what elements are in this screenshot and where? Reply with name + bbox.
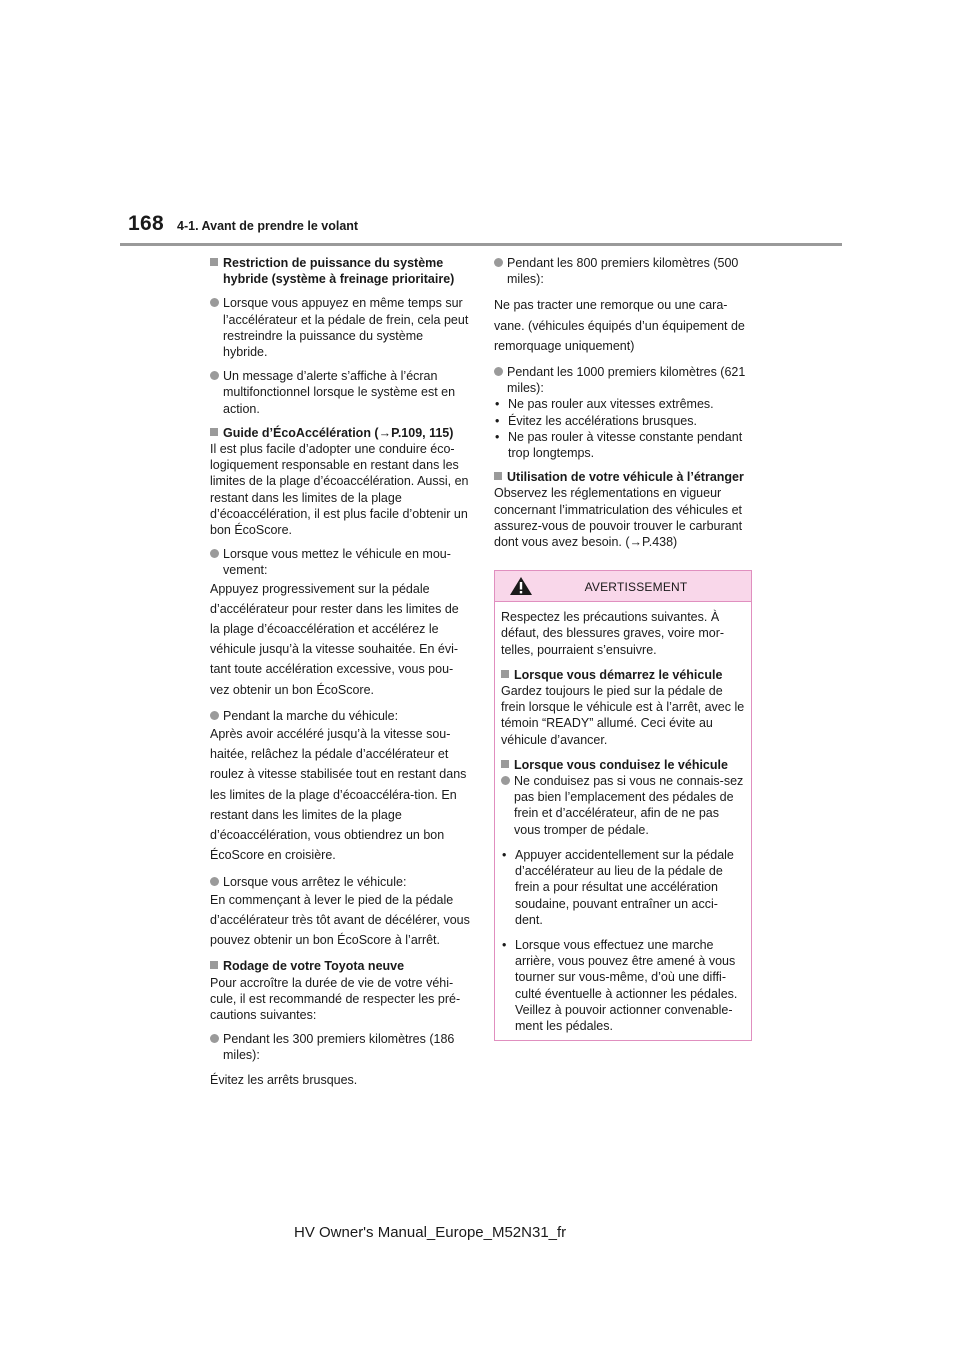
circle-bullet-icon [210, 371, 219, 380]
eco-bullet-1-text: Appuyez progressivement sur la pédale d’accélérateur pour rester dans les limites de la plage d’écoaccélération et accélérez le véhicule jusqu’à la vitesse souhaitée. En évi-tant toute accélération excessive, vous pou-vez obtenir un bon ÉcoScore. [210, 581, 459, 697]
b800-bullet: Pendant les 800 premiers kilomètres (500 miles): [494, 255, 752, 287]
eco-bullet-1: Lorsque vous mettez le véhicule en mou-vement: [210, 546, 470, 578]
eco-bullet-2: Pendant la marche du véhicule: [210, 708, 470, 724]
warning-intro: Respectez les précautions suivantes. À défaut, des blessures graves, voire mor-telles, pourraient s’ensuivre. [501, 610, 725, 657]
square-bullet-icon [501, 760, 509, 768]
page-number: 168 [128, 212, 164, 235]
eco-bullet-2-text: Après avoir accéléré jusqu’à la vitesse sou-haitée, relâchez la pédale d’accélérateur et roulez à vitesse stabilisée tout en restant dans les limites de la plage d’écoaccéléra-tion. En restant dans les limites de la plage d’écoaccélération, vous obtiendrez un bon ÉcoScore en croisière. [210, 727, 467, 863]
warning-body [495, 602, 751, 1040]
warning-heading-2-bullet: Ne conduisez pas si vous ne connais-sez pas bien l’emplacement des pédales de frein et d’accélérateur, afin de ne pas vous tromper de pédale. [501, 773, 745, 838]
rodage-heading: Rodage de votre Toyota neuve [210, 958, 470, 974]
circle-bullet-icon [494, 367, 503, 376]
warning-title: AVERTISSEMENT [584, 580, 688, 595]
eco-bullet-3-text: En commençant à lever le pied de la pédale d’accélérateur très tôt avant de décélérer, vous pouvez obtenir un bon ÉcoScore à l’arrêt. [210, 892, 470, 948]
warning-box [494, 570, 752, 1041]
rodage-text: Pour accroître la durée de vie de votre véhi-cule, il est recommandé de respecter les pré-cautions suivantes: [210, 975, 461, 1022]
b1000-item-3: • Ne pas rouler à vitesse constante pendant trop longtemps. [495, 429, 743, 461]
restriction-bullet-1: Lorsque vous appuyez en même temps sur l’accélérateur et la pédale de frein, cela peut restreindre la puissance du système hybride. [210, 295, 470, 360]
warning-header [495, 571, 751, 602]
warning-heading-1-text: Gardez toujours le pied sur la pédale de frein lorsque le véhicule est à l’arrêt, avec le témoin “READY” allumé. Ceci évite au véhicule d’avancer. [501, 684, 745, 747]
circle-bullet-icon [494, 258, 503, 267]
square-bullet-icon [210, 961, 218, 969]
square-bullet-icon [210, 428, 218, 436]
eco-bullet-3: Lorsque vous arrêtez le véhicule: [210, 874, 470, 890]
section-title: 4-1. Avant de prendre le volant [177, 219, 359, 233]
restriction-bullet-2: Un message d’alerte s’affiche à l’écran multifonctionnel lorsque le système est en action. [210, 368, 470, 417]
warning-triangle-icon [509, 576, 533, 596]
warning-item-2: • Lorsque vous effectuez une marche arrière, vous pouvez être amené à vous tourner sur vous-même, d’où une diffi-culté éventuelle à actionner les pédales. Veillez à pouvoir actionner convenable-ment les pédales. [502, 937, 738, 1033]
right-column [494, 255, 752, 1041]
b1000-item-2: • Évitez les accélérations brusques. [495, 413, 697, 428]
etranger-text: Observez les réglementations en vigueur concernant l’immatriculation des véhicules et assurez-vous de pouvoir trouver le carburant dont vous avez besoin. (→P.438) [494, 486, 743, 550]
b800-text: Ne pas tracter une remorque ou une cara-vane. (véhicules équipés d’un équipement de remorquage uniquement) [494, 298, 745, 353]
b1000-item-1: • Ne pas rouler aux vitesses extrêmes. [495, 397, 714, 412]
etranger-heading: Utilisation de votre véhicule à l’étranger [494, 469, 752, 485]
square-bullet-icon [494, 472, 502, 480]
b1000-bullet: Pendant les 1000 premiers kilomètres (621 miles): [494, 364, 752, 396]
warning-item-1: • Appuyer accidentellement sur la pédale d’accélérateur au lieu de la pédale de frein a pour résultat une accélération soudaine, pouvant entraîner un acci-dent. [502, 847, 734, 927]
circle-bullet-icon [210, 1034, 219, 1043]
square-bullet-icon [501, 670, 509, 678]
rodage-bullet-1-text: Évitez les arrêts brusques. [210, 1072, 358, 1087]
circle-bullet-icon [210, 549, 219, 558]
rodage-bullet-1: Pendant les 300 premiers kilomètres (186 miles): [210, 1031, 470, 1063]
circle-bullet-icon [210, 877, 219, 886]
header-rule [120, 243, 842, 246]
circle-bullet-icon [210, 298, 219, 307]
footer-text: HV Owner's Manual_Europe_M52N31_fr [294, 1224, 567, 1241]
warning-heading-2: Lorsque vous conduisez le véhicule [501, 757, 745, 773]
circle-bullet-icon [501, 776, 510, 785]
circle-bullet-icon [210, 711, 219, 720]
square-bullet-icon [210, 258, 218, 266]
warning-heading-1: Lorsque vous démarrez le véhicule [501, 667, 745, 683]
eco-heading: Guide d’ÉcoAccélération (→P.109, 115) [210, 425, 470, 441]
eco-text: Il est plus facile d’adopter une conduire éco-logiquement responsable en restant dans les limites de la plage d’écoaccélération. Aussi, en restant dans les limites de la plage d’écoaccélération, il est plus facile d’obtenir un bon ÉcoScore. [210, 442, 469, 538]
left-column [210, 255, 470, 1088]
restriction-heading: Restriction de puissance du système hybride (système à freinage prioritaire) [210, 255, 470, 287]
